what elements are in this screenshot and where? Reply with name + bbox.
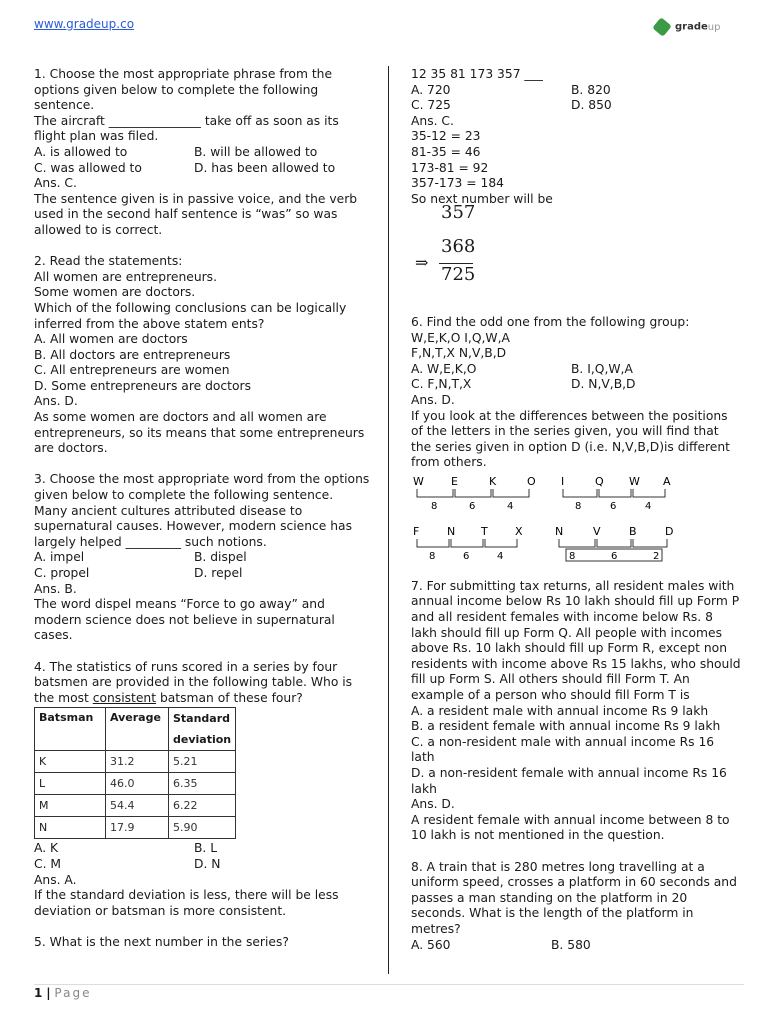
q4-option-a: A. K [34, 841, 59, 856]
q2-answer: Ans. D. [34, 394, 78, 409]
q5-step-5: So next number will be [411, 191, 553, 206]
page-label: Page [54, 986, 92, 1000]
q7-option-c: C. a non-resident male with annual income Rs 16 lath [411, 734, 715, 765]
diagram-nvbd [555, 525, 673, 562]
q3-sentence: Many ancient cultures attributed disease to supernatural causes. However, modern science has largely helped _________ such notions. [34, 503, 352, 549]
q8-options [411, 938, 741, 954]
q3-explanation: The word dispel means “Force to go away” and modern science does not believe in supernatural cases. [34, 597, 335, 643]
q1-explanation: The sentence given is in passive voice, and the verb used in the second half sentence is “was” so was allowed to is correct. [34, 191, 358, 237]
q7-option-d: D. a non-resident female with annual income Rs 16 lakh [411, 766, 727, 796]
q6-option-c: C. F,N,T,X [411, 377, 472, 392]
question-8 [411, 860, 741, 954]
diagram-diff: 6 [611, 550, 618, 562]
q5-answer: Ans. C. [411, 113, 454, 128]
diagram-brackets [563, 489, 665, 497]
diagram-letter: A [663, 474, 671, 488]
q3-text: 3. Choose the most appropriate word from the options given below to complete the following sentence. [34, 472, 370, 503]
question-6 [411, 315, 741, 573]
q5-option-b: B. 820 [571, 82, 611, 97]
page-footer [34, 986, 91, 1000]
q3-option-b: B. dispel [194, 550, 247, 565]
question-1 [34, 67, 370, 239]
diagram-diff: 8 [569, 550, 576, 562]
q2-explanation: As some women are doctors and all women are entrepreneurs, so its means that some entrepreneurs are doctors. [34, 410, 365, 456]
q6-group-2: F,N,T,X N,V,B,D [411, 346, 507, 361]
diagram-diff: 6 [610, 500, 617, 512]
diagram-letter: F [413, 524, 420, 538]
page-number: 1 [34, 986, 43, 1000]
q5-num-top: 357 [441, 202, 476, 224]
diagram-brackets [417, 489, 529, 497]
q6-group-1: W,E,K,O I,Q,W,A [411, 330, 510, 345]
q2-text: 2. Read the statements: [34, 254, 183, 269]
question-4 [34, 660, 370, 920]
q6-answer: Ans. D. [411, 392, 455, 407]
footer-rule [34, 984, 744, 985]
diagram-letter: B [629, 524, 637, 538]
q3-option-a: A. impel [34, 550, 85, 565]
diagram-letter: X [515, 524, 523, 538]
q1-text: 1. Choose the most appropriate phrase from the options given below to complete the following sentence. [34, 67, 333, 113]
q4-answer: Ans. A. [34, 872, 77, 887]
q2-prompt: Which of the following conclusions can be logically inferred from the above statem ents? [34, 300, 347, 331]
q2-statement-1: All women are entrepreneurs. [34, 269, 217, 284]
footer-separator: | [46, 986, 51, 1000]
q4-option-c: C. M [34, 856, 62, 871]
col-header-average: Average [106, 708, 169, 751]
table-row: L 46.0 6.35 [35, 773, 236, 795]
q6-option-a: A. W,E,K,O [411, 361, 477, 376]
q1-option-d: D. has been allowed to [194, 160, 336, 175]
q5-option-d: D. 850 [571, 98, 612, 113]
col-header-standard: Standard [169, 708, 236, 730]
diagram-wek0 [413, 475, 536, 512]
implies-arrow-icon: ⇒ [415, 253, 429, 273]
q2-option-b: B. All doctors are entrepreneurs [34, 347, 231, 362]
q8-text: 8. A train that is 280 metres long travelling at a uniform speed, crosses a platform in 60 seconds and passes a man standing on the platform in 20 seconds. What is the length of the platform in metres? [411, 859, 737, 936]
q5-step-1: 35-12 = 23 [411, 129, 481, 144]
diagram-fntx [413, 525, 523, 562]
table-row: M 54.4 6.22 [35, 795, 236, 817]
q5-series: 12 35 81 173 357 ___ [411, 67, 543, 81]
diagram-diff: 6 [469, 500, 476, 512]
q7-option-b: B. a resident female with annual income Rs 9 lakh [411, 719, 721, 734]
diagram-letter: Q [595, 474, 604, 488]
column-divider [388, 66, 389, 974]
letter-differences-diagram [411, 473, 681, 573]
q4-explanation: If the standard deviation is less, there will be less deviation or batsman is more consistent. [34, 888, 339, 918]
q6-explanation: If you look at the differences between the positions of the letters in the series given, you will find that the series given in option D (i.e. N,V,B,D)is different from others. [411, 408, 730, 470]
diagram-diff: 8 [431, 500, 438, 512]
col-header-deviation: deviation [169, 729, 236, 751]
q1-options [34, 145, 370, 176]
diagram-diff: 6 [463, 550, 470, 562]
q4-option-b: B. L [194, 841, 218, 856]
q1-sentence: The aircraft _______________ take off as soon as its flight plan was filed. [34, 113, 339, 144]
question-2 [34, 254, 370, 457]
q5-option-c: C. 725 [411, 98, 451, 113]
question-3 [34, 472, 370, 644]
diagram-diff: 2 [653, 550, 660, 562]
table-header-row [35, 708, 236, 730]
q5-options [411, 83, 741, 114]
q1-option-c: C. was allowed to [34, 160, 142, 175]
diagram-letter: V [593, 524, 601, 538]
q5-step-3: 173-81 = 92 [411, 160, 489, 175]
q4-option-d: D. N [194, 856, 221, 871]
q2-statement-2: Some women are doctors. [34, 285, 196, 300]
q4-text: 4. The statistics of runs scored in a series by four batsmen are provided in the following table. Who is the most consistent batsman of these four? [34, 659, 353, 705]
q6-options [411, 362, 741, 393]
diagram-brackets [559, 539, 667, 547]
diagram-letter: I [561, 474, 565, 488]
q1-answer: Ans. C. [34, 176, 77, 191]
q5-step-2: 81-35 = 46 [411, 144, 481, 159]
left-column [34, 67, 370, 951]
q5-option-a: A. 720 [411, 82, 451, 97]
diagram-diff: 4 [507, 500, 514, 512]
diagram-letter: O [527, 474, 536, 488]
gradeup-logo: gradeup [655, 20, 720, 34]
q8-option-b: B. 580 [551, 937, 591, 952]
diagram-letter: D [665, 524, 674, 538]
q2-option-a: A. All women are doctors [34, 332, 188, 347]
diagram-diff: 8 [575, 500, 582, 512]
q7-option-a: A. a resident male with annual income Rs 9 lakh [411, 703, 709, 718]
diagram-letter: T [481, 524, 488, 538]
q2-option-c: C. All entrepreneurs are women [34, 363, 230, 378]
question-7 [411, 579, 741, 844]
site-url-link[interactable]: www.gradeup.co [34, 17, 135, 31]
diagram-letter: E [451, 474, 458, 488]
pencil-logo-icon [652, 17, 672, 37]
q2-option-d: D. Some entrepreneurs are doctors [34, 378, 251, 393]
q8-option-a: A. 560 [411, 937, 451, 952]
diagram-letter: W [629, 474, 640, 488]
diagram-letter: K [489, 474, 497, 488]
q4-options [34, 841, 370, 872]
q3-answer: Ans. B. [34, 581, 77, 596]
q5-step-4: 357-173 = 184 [411, 176, 504, 191]
col-header-batsman: Batsman [35, 708, 106, 751]
table-row: N 17.9 5.90 [35, 817, 236, 839]
diagram-diff: 8 [429, 550, 436, 562]
q1-option-b: B. will be allowed to [194, 144, 318, 159]
diagram-letter: W [413, 474, 424, 488]
q6-option-d: D. N,V,B,D [571, 377, 636, 392]
diagram-diff: 4 [497, 550, 504, 562]
diagram-iqwa [561, 475, 671, 512]
batsman-stats-table [34, 707, 236, 839]
q3-option-c: C. propel [34, 566, 90, 580]
q6-text: 6. Find the odd one from the following group: [411, 314, 690, 329]
diagram-brackets [417, 539, 517, 547]
q5-num-add: 368 [441, 236, 476, 258]
q1-option-a: A. is allowed to [34, 144, 128, 159]
q6-option-b: B. I,Q,W,A [571, 361, 633, 376]
diagram-letter: N [447, 524, 456, 538]
q5-text: 5. What is the next number in the series? [34, 934, 289, 949]
q5-working [411, 202, 741, 299]
q7-explanation: A resident female with annual income between 8 to 10 lakh is not mentioned in the question. [411, 812, 730, 843]
diagram-diff: 4 [645, 500, 652, 512]
q3-option-d: D. repel [194, 566, 243, 580]
q5-num-result: 725 [441, 264, 476, 286]
q7-text: 7. For submitting tax returns, all resident males with annual income below Rs 10 lakh should fill up Form P and all resident females with income below Rs. 8 lakh should fill up Form Q. All people with incomes above Rs. 10 lakh should fill up Form R, except non residents with income above Rs 15 lakhs, who should fill up Form S. All others should fill Form T. An example of a person who should fill Form T is [411, 578, 741, 703]
right-column [411, 67, 741, 953]
q3-options [34, 550, 370, 581]
diagram-letter: N [555, 524, 564, 538]
table-row: K 31.2 5.21 [35, 751, 236, 773]
q7-answer: Ans. D. [411, 797, 455, 812]
